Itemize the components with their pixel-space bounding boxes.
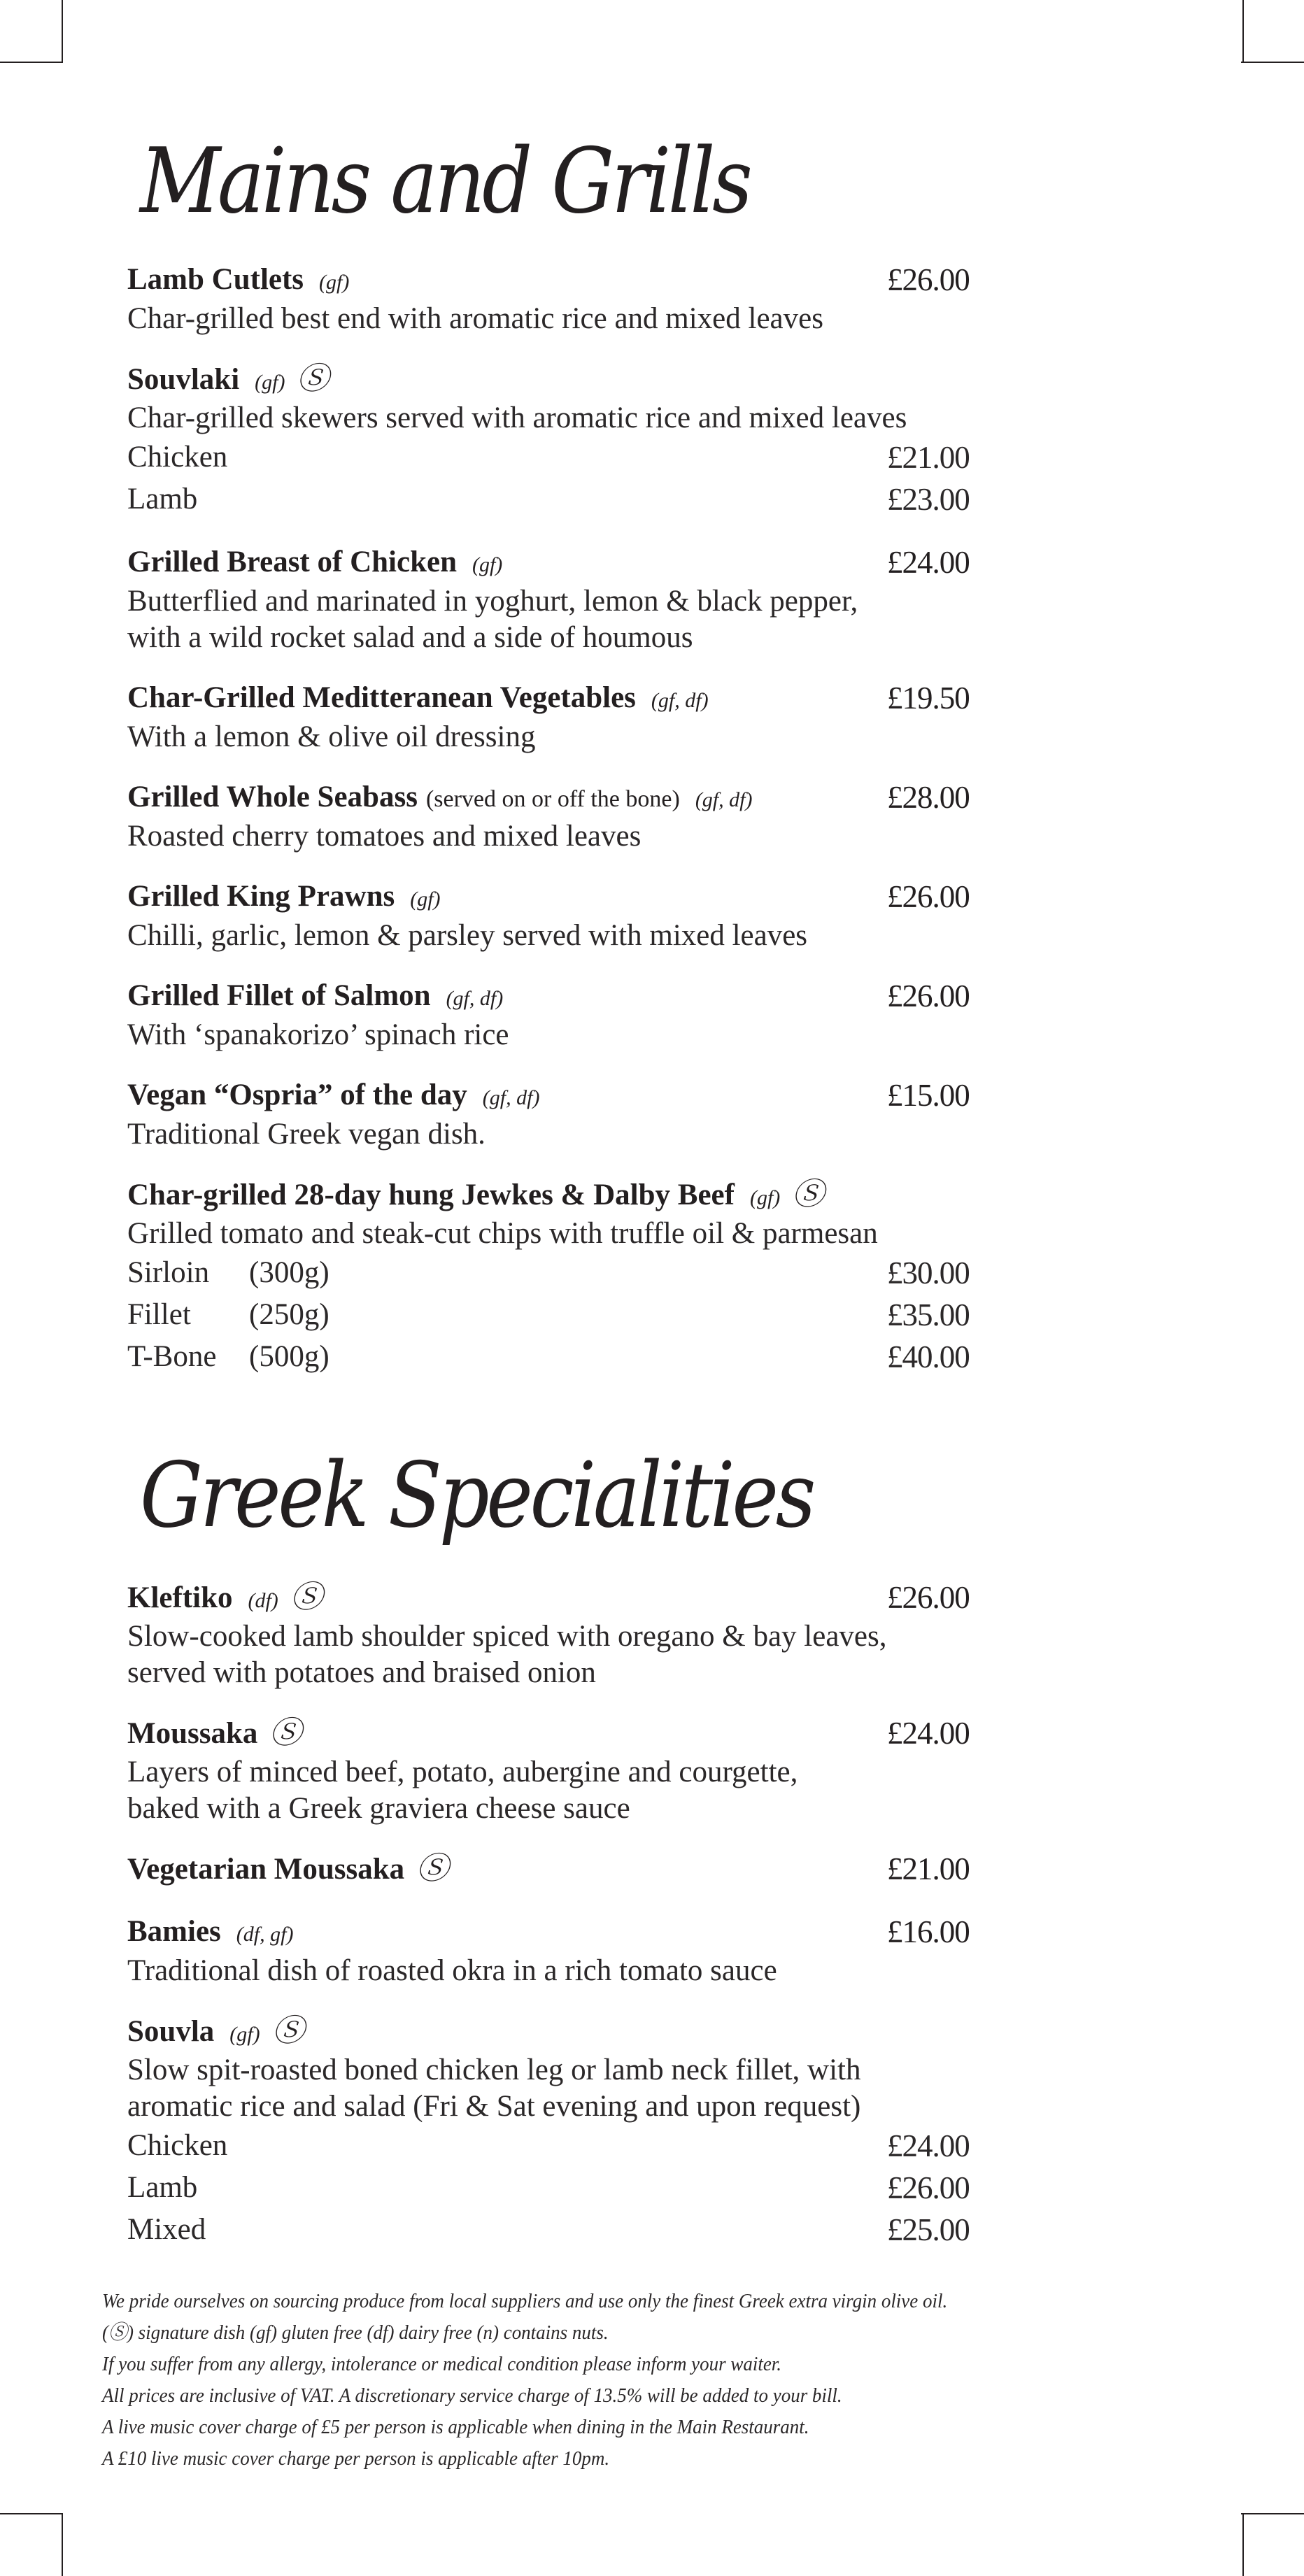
menu-item-name: Lamb Cutlets	[127, 263, 304, 296]
option-label: Lamb	[127, 483, 198, 515]
menu-item-description: Char-grilled skewers served with aromatic rice and mixed leaves	[127, 401, 907, 434]
section-title-greek: Greek Specialities	[140, 1444, 814, 1548]
crop-mark	[1241, 2513, 1304, 2514]
menu-item-header	[127, 776, 991, 818]
greek-list	[127, 1577, 991, 2272]
menu-item	[127, 1577, 991, 1691]
menu-item-price: £26.00	[887, 879, 970, 914]
dietary-tags: (df, gf)	[236, 1923, 294, 1946]
option-price: £21.00	[887, 440, 970, 475]
menu-item-header	[127, 1074, 991, 1116]
menu-item-description: Butterflied and marinated in yoghurt, lemon & black pepper,	[127, 585, 858, 618]
menu-item	[127, 2010, 991, 2251]
menu-item-name: Moussaka	[127, 1717, 258, 1750]
footer-note-line: (Ⓢ) signature dish (gf) gluten free (df) dairy free (n) contains nuts.	[102, 2321, 609, 2344]
menu-item-name: Char-Grilled Meditteranean Vegetables	[127, 681, 636, 714]
menu-item-name: Grilled Fillet of Salmon	[127, 979, 431, 1012]
menu-item-description: Slow-cooked lamb shoulder spiced with oregano & bay leaves,	[127, 1620, 887, 1653]
menu-item-name: Souvlaki	[127, 363, 240, 396]
menu-item-description: baked with a Greek graviera cheese sauce	[127, 1792, 630, 1825]
menu-item-header	[127, 975, 991, 1017]
menu-item	[127, 975, 991, 1053]
signature-dish-icon: Ⓢ	[290, 1579, 323, 1615]
menu-item-price: £24.00	[887, 545, 970, 580]
crop-mark	[0, 62, 63, 63]
menu-item	[127, 1712, 991, 1827]
menu-item-header	[127, 876, 991, 918]
menu-item-price: £21.00	[887, 1851, 970, 1886]
crop-mark	[62, 0, 63, 63]
menu-item-option	[127, 1294, 991, 1336]
option-label: Chicken	[127, 441, 228, 474]
option-price: £30.00	[887, 1255, 970, 1290]
menu-item-description: Grilled tomato and steak-cut chips with truffle oil & parmesan	[127, 1217, 878, 1250]
menu-item-header	[127, 1174, 991, 1216]
menu-item-header	[127, 1712, 991, 1754]
signature-dish-icon: Ⓢ	[416, 1851, 449, 1886]
menu-item-option	[127, 2209, 991, 2251]
signature-dish-icon: Ⓢ	[297, 361, 329, 397]
menu-item-name: Grilled Whole Seabass	[127, 781, 418, 813]
option-label: Sirloin	[127, 1256, 210, 1289]
menu-item-price: £26.00	[887, 262, 970, 297]
crop-mark	[1242, 2513, 1244, 2576]
crop-mark	[1242, 0, 1244, 63]
menu-item-header	[127, 1911, 991, 1953]
menu-item-description: Roasted cherry tomatoes and mixed leaves	[127, 820, 642, 853]
option-label: Chicken	[127, 2129, 228, 2162]
option-label: Lamb	[127, 2171, 198, 2204]
menu-item-description: Traditional dish of roasted okra in a rich tomato sauce	[127, 1954, 777, 1987]
menu-item-description: Layers of minced beef, potato, aubergine and courgette,	[127, 1756, 798, 1788]
menu-item-name: Vegan “Ospria” of the day	[127, 1079, 467, 1111]
dietary-tags: (gf, df)	[651, 689, 709, 712]
signature-dish-icon: Ⓢ	[792, 1176, 825, 1212]
footer-note-line: All prices are inclusive of VAT. A discretionary service charge of 13.5% will be added to your bill.	[102, 2384, 842, 2407]
option-price: £25.00	[887, 2212, 970, 2247]
mains-list	[127, 259, 991, 1399]
menu-item-price: £28.00	[887, 780, 970, 815]
menu-item-price: £16.00	[887, 1914, 970, 1949]
menu-item-description: With ‘spanakorizo’ spinach rice	[127, 1018, 509, 1051]
menu-item-description: Char-grilled best end with aromatic rice and mixed leaves	[127, 302, 823, 335]
signature-dish-icon: Ⓢ	[269, 1715, 302, 1751]
menu-item-price: £15.00	[887, 1078, 970, 1113]
menu-item-option	[127, 478, 991, 520]
menu-item-description: Traditional Greek vegan dish.	[127, 1118, 486, 1151]
option-label: Fillet	[127, 1298, 191, 1331]
menu-footer-notes	[102, 2286, 1235, 2475]
menu-item	[127, 541, 991, 656]
dietary-tags: (gf)	[319, 271, 350, 294]
menu-item-description: Slow spit-roasted boned chicken leg or lamb neck fillet, with	[127, 2054, 861, 2086]
menu-item-name: Souvla	[127, 2015, 215, 2048]
menu-item-note: (served on or off the bone)	[425, 786, 680, 812]
section-title-mains: Mains and Grills	[140, 129, 750, 234]
menu-item-header	[127, 677, 991, 719]
menu-item	[127, 1074, 991, 1153]
dietary-tags: (gf, df)	[695, 788, 753, 811]
footer-note-line: A live music cover charge of £5 per person is applicable when dining in the Main Restaurant.	[102, 2416, 809, 2438]
menu-item-header	[127, 358, 991, 400]
footer-note-line: We pride ourselves on sourcing produce from local suppliers and use only the finest Greek extra virgin olive oil.	[102, 2290, 948, 2312]
menu-item-description: With a lemon & olive oil dressing	[127, 720, 536, 753]
menu-item-option	[127, 1336, 991, 1378]
option-price: £40.00	[887, 1339, 970, 1374]
menu-item-option	[127, 2167, 991, 2209]
crop-mark	[0, 2513, 63, 2514]
menu-item-description: Chilli, garlic, lemon & parsley served with mixed leaves	[127, 919, 808, 952]
option-label: T-Bone	[127, 1340, 217, 1373]
option-price: £35.00	[887, 1297, 970, 1332]
menu-item-price: £26.00	[887, 979, 970, 1013]
menu-item-price: £19.50	[887, 681, 970, 716]
signature-dish-icon: Ⓢ	[271, 2013, 304, 2049]
dietary-tags: (gf, df)	[482, 1086, 540, 1109]
menu-item	[127, 358, 991, 520]
menu-item-description: with a wild rocket salad and a side of houmous	[127, 621, 693, 654]
menu-item	[127, 1911, 991, 1989]
menu-item-header	[127, 1577, 991, 1618]
menu-item	[127, 1174, 991, 1378]
option-label: Mixed	[127, 2213, 206, 2246]
option-weight: (500g)	[249, 1340, 329, 1373]
dietary-tags: (gf)	[472, 553, 503, 576]
menu-item-description: served with potatoes and braised onion	[127, 1656, 596, 1689]
footer-note-line: If you suffer from any allergy, intolerance or medical condition please inform your waiter.	[102, 2353, 782, 2375]
dietary-tags: (gf)	[255, 371, 285, 394]
menu-item-name: Grilled King Prawns	[127, 880, 395, 913]
option-weight: (300g)	[249, 1256, 329, 1289]
crop-mark	[1241, 62, 1304, 63]
menu-item	[127, 677, 991, 755]
menu-item	[127, 1848, 991, 1890]
menu-item-name: Grilled Breast of Chicken	[127, 546, 457, 578]
dietary-tags: (gf)	[410, 888, 441, 911]
menu-item-option	[127, 1252, 991, 1294]
footer-note-line: A £10 live music cover charge per person is applicable after 10pm.	[102, 2447, 610, 2470]
menu-item	[127, 876, 991, 954]
crop-mark	[62, 2513, 63, 2576]
dietary-tags: (gf)	[229, 2023, 260, 2046]
menu-item-price: £26.00	[887, 1580, 970, 1615]
menu-item-header	[127, 541, 991, 583]
menu-item-name: Vegetarian Moussaka	[127, 1853, 405, 1886]
dietary-tags: (gf, df)	[446, 987, 504, 1010]
dietary-tags: (gf)	[749, 1186, 781, 1209]
dietary-tags: (df)	[248, 1589, 278, 1612]
menu-item-option	[127, 436, 991, 478]
menu-item-header	[127, 1848, 991, 1890]
menu-item-header	[127, 2010, 991, 2052]
menu-item-header	[127, 259, 991, 301]
menu-item-name: Bamies	[127, 1915, 221, 1948]
menu-item	[127, 776, 991, 855]
menu-item-description: aromatic rice and salad (Fri & Sat evening and upon request)	[127, 2090, 861, 2123]
option-price: £26.00	[887, 2170, 970, 2205]
option-price: £24.00	[887, 2128, 970, 2163]
option-price: £23.00	[887, 482, 970, 517]
menu-item-name: Char-grilled 28-day hung Jewkes & Dalby Beef	[127, 1179, 735, 1211]
menu-item-price: £24.00	[887, 1716, 970, 1751]
option-weight: (250g)	[249, 1298, 329, 1331]
menu-item-option	[127, 2125, 991, 2167]
menu-item-name: Kleftiko	[127, 1581, 233, 1614]
menu-item	[127, 259, 991, 337]
